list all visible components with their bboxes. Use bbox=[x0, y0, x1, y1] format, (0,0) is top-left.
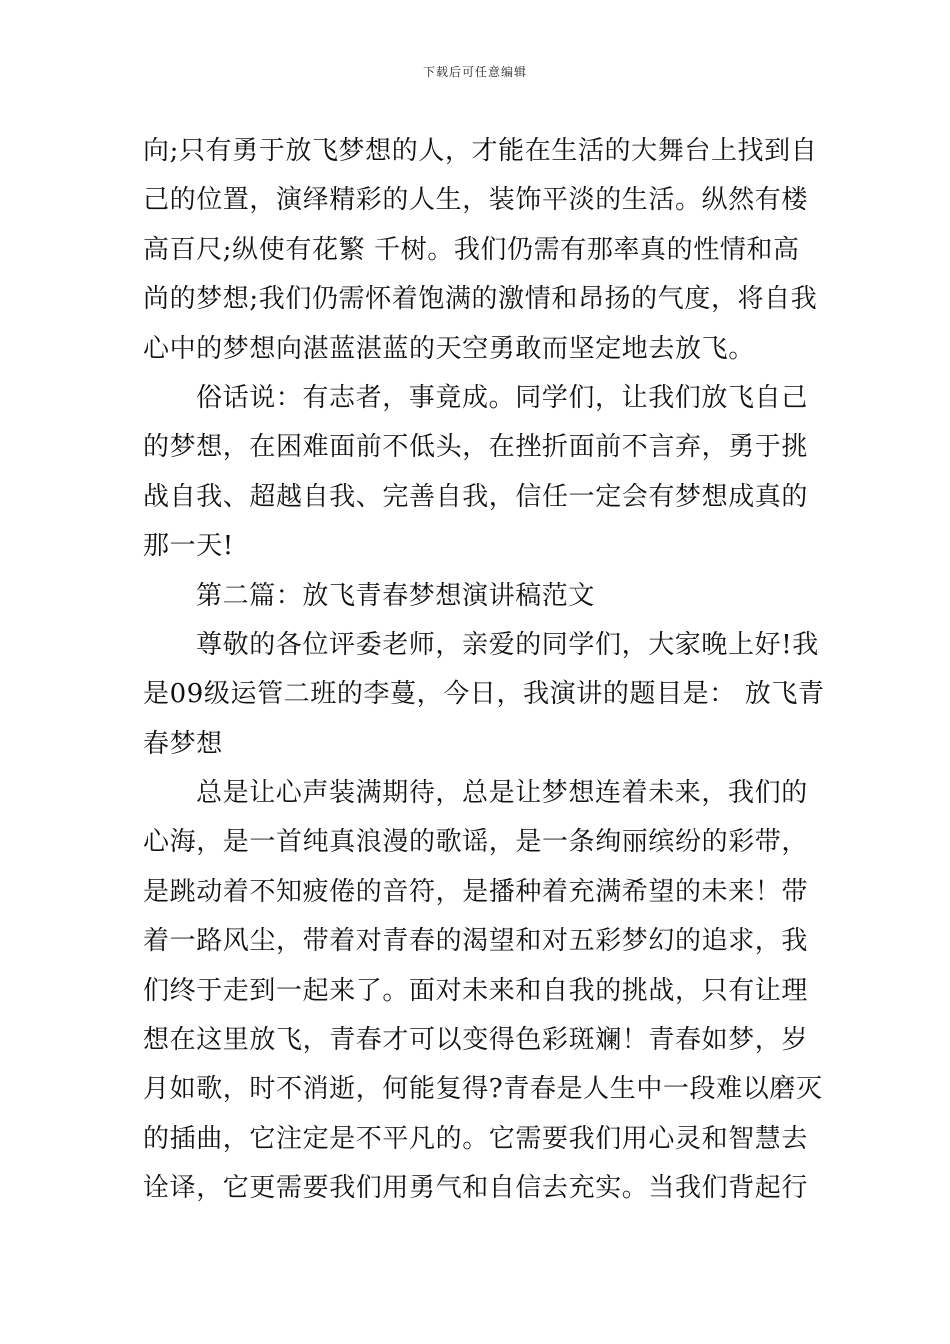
text-line: 心海，是一首纯真浪漫的歌谣，是一条绚丽缤纷的彩带， bbox=[143, 827, 809, 858]
text-line: 高百尺;纵使有花繁 千树。我们仍需有那率真的性情和高 bbox=[143, 234, 800, 265]
text-line: 的梦想，在困难面前不低头，在挫折面前不言弃，勇于挑 bbox=[143, 432, 809, 463]
text-line: 诠译，它更需要我们用勇气和自信去充实。当我们背起行 bbox=[143, 1173, 809, 1204]
text-line: 春梦想 bbox=[143, 728, 223, 759]
text-line: 己的位置，演绎精彩的人生，装饰平淡的生活。纵然有楼 bbox=[143, 185, 809, 216]
text-line: 的插曲，它注定是不平凡的。它需要我们用心灵和智慧去 bbox=[143, 1123, 809, 1154]
text-line: 是09级运管二班的李蔓，今日，我演讲的题目是： 放飞青 bbox=[143, 679, 825, 710]
text-line: 战自我、超越自我、完善自我，信任一定会有梦想成真的 bbox=[143, 481, 809, 512]
text-line: 着一路风尘，带着对青春的渴望和对五彩梦幻的追求，我 bbox=[143, 926, 809, 957]
text-line: 们终于走到一起来了。面对未来和自我的挑战，只有让理 bbox=[143, 975, 809, 1006]
section-heading: 第二篇：放飞青春梦想演讲稿范文 bbox=[196, 580, 596, 611]
paragraph-start-line: 尊敬的各位评委老师，亲爱的同学们，大家晚上好!我 bbox=[196, 629, 819, 660]
paragraph-start-line: 总是让心声装满期待，总是让梦想连着未来，我们的 bbox=[196, 778, 808, 809]
paragraph-start-line: 俗话说：有志者，事竟成。同学们，让我们放飞自己 bbox=[196, 382, 808, 413]
document-body bbox=[143, 127, 825, 1214]
text-line: 那一天! bbox=[143, 531, 234, 562]
text-line: 尚的梦想;我们仍需怀着饱满的激情和昂扬的气度，将自我 bbox=[143, 284, 818, 315]
text-line: 是跳动着不知疲倦的音符，是播种着充满希望的未来！带 bbox=[143, 876, 809, 907]
text-line: 向;只有勇于放飞梦想的人，才能在生活的大舞台上找到自 bbox=[143, 136, 818, 166]
page-header: 下载后可任意编辑 bbox=[422, 65, 527, 79]
text-line: 月如歌，时不消逝，何能复得?青春是人生中一段难以磨灭 bbox=[143, 1074, 823, 1105]
text-line: 心中的梦想向湛蓝湛蓝的天空勇敢而坚定地去放飞。 bbox=[143, 333, 755, 364]
text-line: 想在这里放飞，青春才可以变得色彩斑斓！青春如梦，岁 bbox=[143, 1025, 809, 1056]
